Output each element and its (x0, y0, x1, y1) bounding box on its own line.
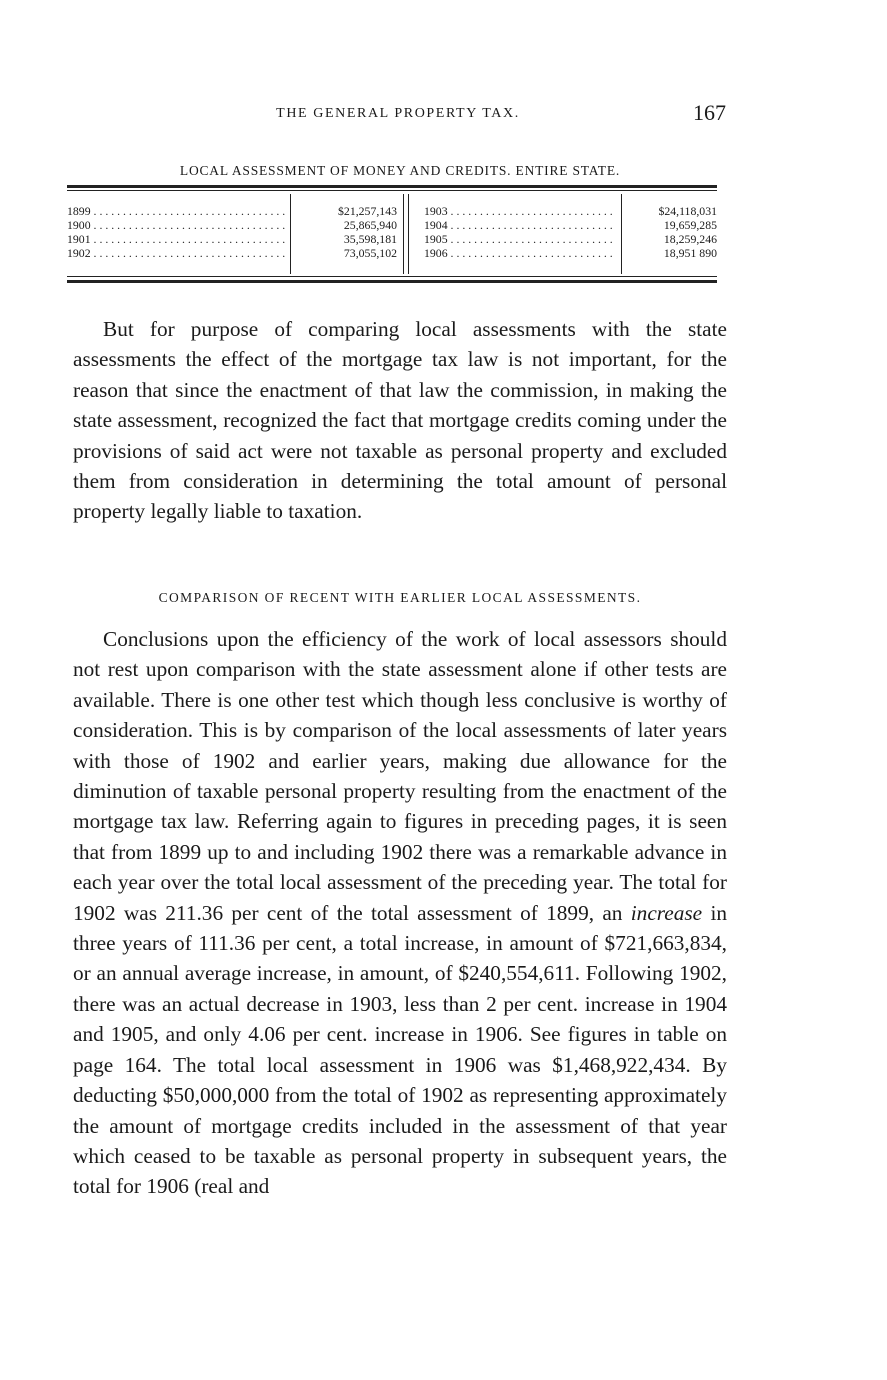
table-divider (408, 194, 409, 274)
right-year-column (424, 204, 616, 260)
table-top-rule-thin (67, 190, 717, 191)
table-divider (403, 194, 404, 274)
amount-cell: 25,865,940 (343, 218, 397, 232)
table-title: LOCAL ASSESSMENT OF MONEY AND CREDITS. ENTIRE STATE. (179, 163, 621, 178)
year-cell: 1903 . . . (424, 204, 616, 218)
table-top-rule (67, 185, 717, 188)
year-cell: 1901 . . . (67, 232, 289, 246)
emphasis-word: increase (630, 900, 703, 925)
running-head (70, 100, 726, 130)
amount-cell: 73,055,102 (343, 246, 397, 260)
year-cell: 1900 . . . (67, 218, 289, 232)
amount-cell: 35,598,181 (343, 232, 397, 246)
amount-cell: 18,951 890 (663, 246, 717, 260)
assessment-table (67, 194, 717, 274)
paragraph-comparison (73, 624, 727, 1202)
amount-cell: $21,257,143 (338, 204, 397, 218)
year-cell: 1904 . . . (424, 218, 616, 232)
section-heading: COMPARISON OF RECENT WITH EARLIER LOCAL ASSESSMENTS. (158, 590, 642, 605)
page-number: 167 (693, 100, 726, 125)
paragraph-text: But for purpose of comparing local assessments with the state assessments the effect of the mortgage tax law is not important, for the reason that since the enactment of that law the commission, in making the state assessment, recognized the fact that mortgage credits coming under the provisions of said act were not taxable as personal property and excluded them from consideration in determining the total amount of personal property legally liable to taxation. (73, 317, 727, 524)
amount-cell: 18,259,246 (663, 232, 717, 246)
paragraph-text-part2: in three years of 111.36 per cent, a total increase, in amount of $721,663,834, or an annual average increase, in amount, of $240,554,611. Following 1902, there was an actual decrease in 1903, less than 2 per cent. increase in 1904 and 1905, and only 4.06 per cent. increase in 1906. See figures in table on page 164. The total local assessment in 1906 was $1,468,922,434. By deducting $50,000,000 from the total of 1902 as representing approximately the amount of mortgage credits included in the assessment of that year which ceased to be taxable as personal property in subsequent years, the total for 1906 (real and (73, 900, 728, 1199)
year-cell: 1902 . . . (67, 246, 289, 260)
paragraph-mortgage-tax (73, 314, 727, 527)
amount-cell: 19,659,285 (663, 218, 717, 232)
left-amount-column (293, 204, 397, 260)
year-cell: 1905 . . . (424, 232, 616, 246)
right-amount-column (624, 204, 717, 260)
paragraph-text-part1: Conclusions upon the efficiency of the work of local assessors should not rest upon comparison with the state assessment alone if other tests are available. There is one other test which though less conclusive is worthy of consideration. This is by comparison of the local assessments of later years with those of 1902 and earlier years, making due allowance for the diminution of taxable personal property resulting from the enactment of the mortgage tax law. Referring again to figures in preceding pages, it is seen that from 1899 up to and including 1902 there was a remarkable advance in each year over the total local assessment of the preceding year. The total for 1902 was 211.36 per cent of the total assessment of 1899, an (73, 627, 727, 925)
year-cell: 1906 . . . (424, 246, 616, 260)
year-cell: 1899 . . . (67, 204, 289, 218)
amount-cell: $24,118,031 (658, 204, 717, 218)
left-year-column (67, 204, 289, 260)
running-head-title: THE GENERAL PROPERTY TAX. (276, 106, 520, 121)
table-bottom-rule-thin (67, 276, 717, 277)
table-divider (621, 194, 622, 274)
table-bottom-rule (67, 280, 717, 283)
table-divider (290, 194, 291, 274)
